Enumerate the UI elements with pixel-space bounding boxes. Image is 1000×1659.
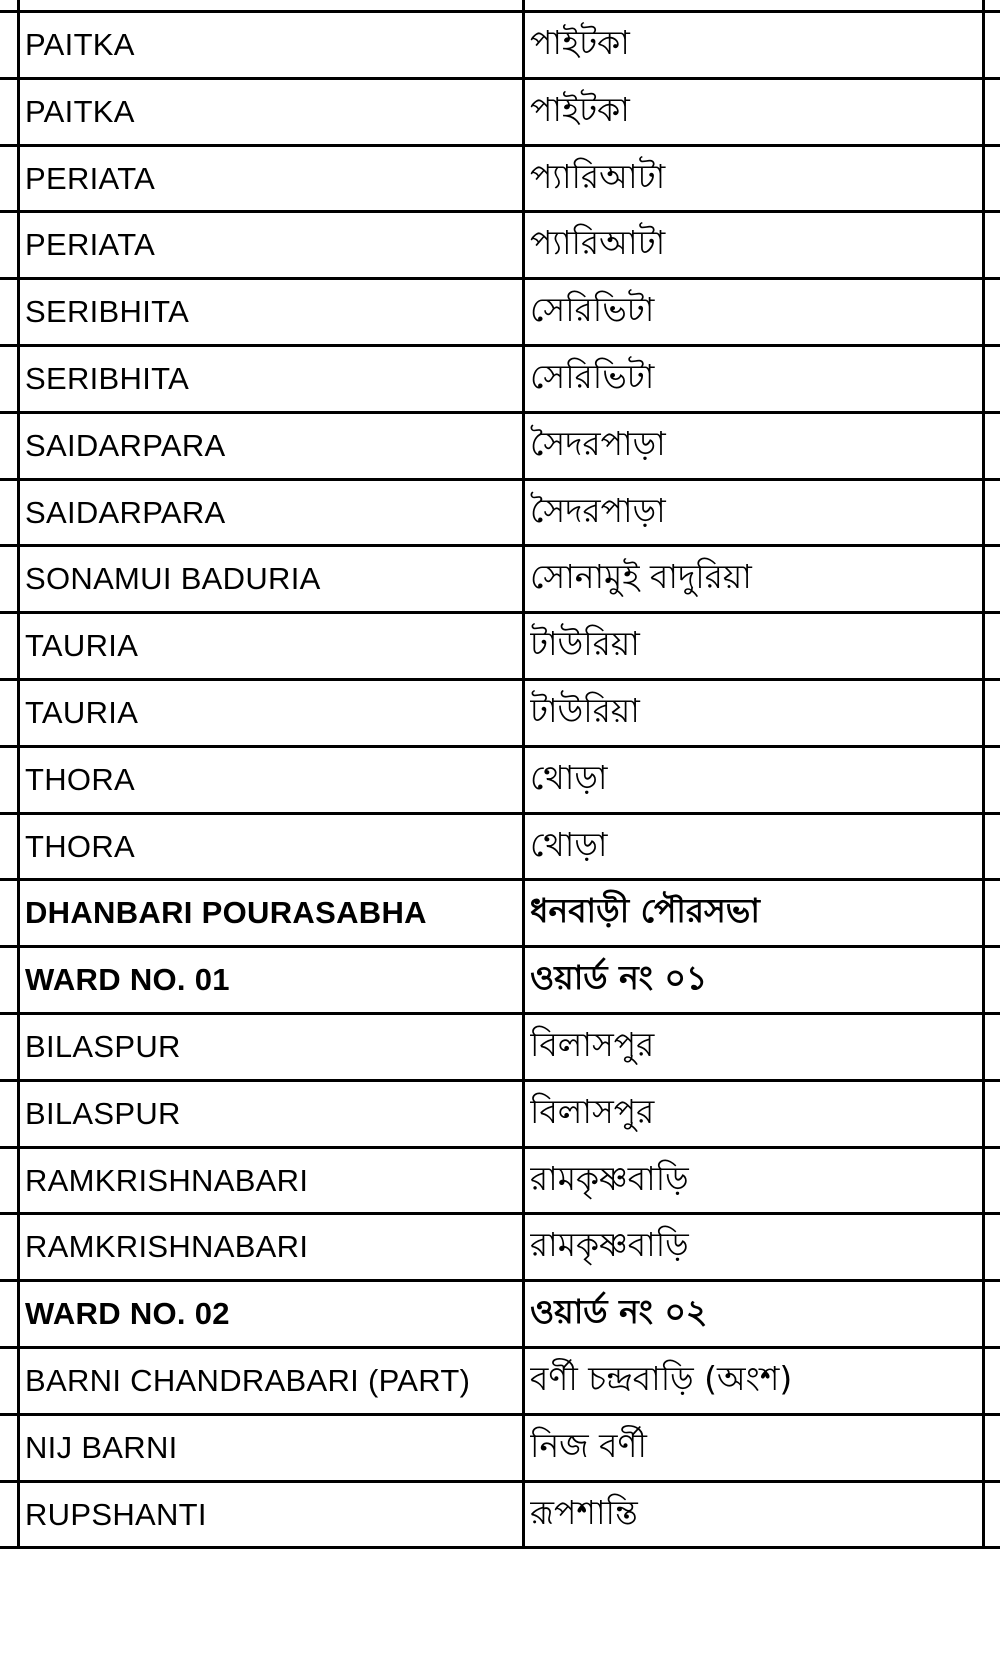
- bangla-name-cell: প্যারিআটা: [530, 223, 666, 262]
- english-name-cell: SAIDARPARA: [25, 428, 226, 463]
- table-section-row: [0, 1282, 1000, 1349]
- bangla-name-cell: সেরিভিটা: [530, 290, 655, 329]
- bangla-name-cell: সৈদরপাড়া: [530, 491, 666, 530]
- english-name-cell: WARD NO. 01: [25, 962, 230, 997]
- english-name-cell: BILASPUR: [25, 1029, 181, 1064]
- bangla-name-cell: সোনামুই বাদুরিয়া: [530, 557, 752, 596]
- english-name-cell: BILASPUR: [25, 1096, 181, 1131]
- bangla-name-cell: টাউরিয়া: [530, 624, 640, 663]
- table-row: [0, 1015, 1000, 1082]
- bangla-name-cell: ওয়ার্ড নং ০১: [530, 958, 708, 997]
- table-row: [0, 13, 1000, 80]
- english-name-cell: BARNI CHANDRABARI (PART): [25, 1363, 471, 1398]
- english-name-cell: THORA: [25, 829, 135, 864]
- table-row: [0, 547, 1000, 614]
- english-name-cell: SERIBHITA: [25, 294, 190, 329]
- english-name-cell: TAURIA: [25, 695, 139, 730]
- table-row: [0, 1082, 1000, 1149]
- english-name-cell: DHANBARI POURASABHA: [25, 895, 427, 930]
- bangla-name-cell: রামকৃষ্ণবাড়ি: [530, 1159, 689, 1198]
- english-name-cell: SAIDARPARA: [25, 495, 226, 530]
- table-row: [0, 748, 1000, 815]
- table-row: [0, 414, 1000, 481]
- table-row: [0, 1483, 1000, 1550]
- english-name-cell: PAITKA: [25, 27, 135, 62]
- table-row: [0, 481, 1000, 548]
- bangla-name-cell: পাইটকা: [530, 23, 630, 62]
- bangla-name-cell: রূপশান্তি: [530, 1493, 638, 1532]
- english-name-cell: RAMKRISHNABARI: [25, 1163, 309, 1198]
- table-row: [0, 347, 1000, 414]
- bangla-name-cell: রামকৃষ্ণবাড়ি: [530, 1225, 689, 1264]
- bangla-name-cell: থোড়া: [530, 758, 608, 797]
- english-name-cell: PERIATA: [25, 227, 156, 262]
- table-row: [0, 614, 1000, 681]
- english-name-cell: THORA: [25, 762, 135, 797]
- table-row: [0, 147, 1000, 214]
- bangla-name-cell: বিলাসপুর: [530, 1025, 655, 1064]
- table-row: [0, 1149, 1000, 1216]
- table-row: [0, 280, 1000, 347]
- english-name-cell: SONAMUI BADURIA: [25, 561, 321, 596]
- english-name-cell: RUPSHANTI: [25, 1497, 207, 1532]
- table-section-row: [0, 948, 1000, 1015]
- bangla-name-cell: টাউরিয়া: [530, 691, 640, 730]
- table-row: [0, 1416, 1000, 1483]
- table-section-row: [0, 881, 1000, 948]
- bangla-name-cell: নিজ বর্ণী: [530, 1426, 647, 1465]
- bangla-name-cell: বিলাসপুর: [530, 1092, 655, 1131]
- table-row: [0, 80, 1000, 147]
- bangla-name-cell: ধনবাড়ী পৌরসভা: [530, 891, 760, 930]
- english-name-cell: RAMKRISHNABARI: [25, 1229, 309, 1264]
- table-row: [0, 815, 1000, 882]
- english-name-cell: TAURIA: [25, 628, 139, 663]
- english-name-cell: NIJ BARNI: [25, 1430, 178, 1465]
- bangla-name-cell: থোড়া: [530, 825, 608, 864]
- table-row: [0, 681, 1000, 748]
- english-name-cell: PAITKA: [25, 94, 135, 129]
- bangla-name-cell: ওয়ার্ড নং ০২: [530, 1292, 708, 1331]
- bangla-name-cell: সৈদরপাড়া: [530, 424, 666, 463]
- english-name-cell: SERIBHITA: [25, 361, 190, 396]
- bangla-name-cell: বর্ণী চন্দ্রবাড়ি (অংশ): [530, 1359, 793, 1398]
- bangla-name-cell: পাইটকা: [530, 90, 630, 129]
- bangla-name-cell: সেরিভিটা: [530, 357, 655, 396]
- english-name-cell: WARD NO. 02: [25, 1296, 230, 1331]
- bangla-name-cell: প্যারিআটা: [530, 157, 666, 196]
- table-row: [0, 1349, 1000, 1416]
- english-name-cell: PERIATA: [25, 161, 156, 196]
- table-row: [0, 1215, 1000, 1282]
- table-row: [0, 213, 1000, 280]
